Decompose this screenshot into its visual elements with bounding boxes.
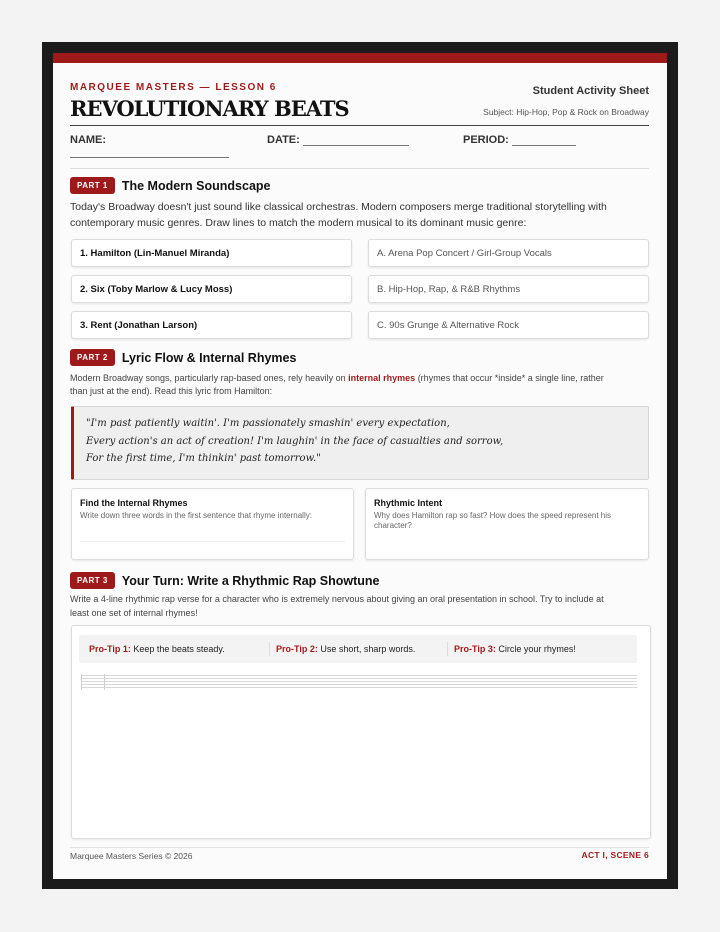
part3-title: Your Turn: Write a Rhythmic Rap Showtune [121, 573, 380, 588]
part3-intro-line1: Write a 4-line rhythmic rap verse for a character who is extremely nervous about giving an oral presentation in school. Try to include at [70, 594, 604, 604]
part1-title: The Modern Soundscape [121, 178, 271, 193]
part2-heading [70, 349, 296, 366]
footer-rule [70, 847, 649, 848]
header-rule [70, 125, 649, 126]
card-prompt: Write down three words in the first sentence that rhyme internally: [80, 511, 312, 520]
internal-rhymes-card[interactable] [71, 488, 354, 560]
date-field[interactable] [267, 134, 409, 146]
lesson-kicker: MARQUEE MASTERS — LESSON 6 [70, 82, 277, 93]
date-label: DATE: [267, 134, 300, 146]
rhythmic-intent-card[interactable] [365, 488, 649, 560]
part1-badge: PART 1 [70, 177, 115, 194]
pro-tip-2 [276, 644, 415, 654]
card-prompt: Why does Hamilton rap so fast? How does the speed represent his character? [374, 511, 612, 530]
part2-intro-line2: than just at the end). Read this lyric from Hamilton: [70, 386, 273, 396]
hamilton-lyric-quote [71, 406, 649, 480]
quote-line: "I'm past patiently waitin'. I'm passionately smashin' every expectation, [86, 418, 450, 429]
part2-intro-before: Modern Broadway songs, particularly rap-based ones, rely heavily on [70, 373, 349, 383]
name-blank[interactable] [70, 157, 229, 158]
accent-bar [53, 53, 667, 63]
part2-intro-after: (rhymes that occur *inside* a single line, rather [415, 373, 604, 383]
tip-divider [447, 642, 448, 656]
part1-intro-line1: Today's Broadway doesn't just sound like classical orchestras. Modern composers merge traditional storytelling with [70, 201, 607, 213]
activity-sheet [53, 53, 667, 879]
name-field[interactable] [70, 134, 106, 146]
date-blank[interactable] [303, 134, 409, 146]
part2-title: Lyric Flow & Internal Rhymes [121, 350, 297, 365]
tip-divider [269, 642, 270, 656]
answer-line[interactable] [80, 541, 345, 542]
part2-intro [70, 372, 640, 398]
part1-intro-line2: contemporary music genres. Draw lines to match the modern musical to its dominant music genre: [70, 217, 527, 229]
pro-tip-1 [89, 644, 225, 654]
pro-tip-label: Pro-Tip 3: [454, 644, 496, 654]
pro-tip-label: Pro-Tip 1: [89, 644, 131, 654]
part1-intro [70, 199, 630, 231]
subject-line: Subject: Hip-Hop, Pop & Rock on Broadway [483, 107, 649, 117]
pro-tip-text: Circle your rhymes! [498, 644, 576, 654]
part3-intro-line2: least one set of internal rhymes! [70, 608, 198, 618]
part1-heading [70, 177, 271, 194]
part3-intro [70, 592, 645, 620]
genre-a[interactable]: A. Arena Pop Concert / Girl-Group Vocals [368, 239, 649, 267]
music-staff [81, 675, 637, 689]
period-field[interactable] [463, 134, 576, 146]
quote-line: Every action's an act of creation! I'm laughin' in the face of casualties and sorrow, [86, 436, 504, 447]
internal-rhymes-highlight: internal rhymes [348, 373, 416, 383]
part3-heading [70, 572, 380, 589]
pro-tip-label: Pro-Tip 2: [276, 644, 318, 654]
pro-tip-text: Use short, sharp words. [320, 644, 416, 654]
musical-rent[interactable]: 3. Rent (Jonathan Larson) [71, 311, 352, 339]
footer-copyright: Marquee Masters Series © 2026 [70, 851, 193, 861]
period-label: PERIOD: [463, 134, 509, 146]
part2-badge: PART 2 [70, 349, 115, 366]
pro-tips-bar [79, 635, 637, 663]
genre-c[interactable]: C. 90s Grunge & Alternative Rock [368, 311, 649, 339]
fields-divider [70, 168, 649, 169]
quote-line: For the first time, I'm thinkin' past tomorrow." [86, 453, 321, 464]
pro-tip-text: Keep the beats steady. [133, 644, 225, 654]
name-label: NAME: [70, 134, 107, 146]
period-blank[interactable] [512, 134, 576, 146]
pro-tip-3 [454, 644, 576, 654]
page-title: REVOLUTIONARY BEATS [70, 96, 349, 121]
musical-hamilton[interactable]: 1. Hamilton (Lin-Manuel Miranda) [71, 239, 352, 267]
card-title: Find the Internal Rhymes [80, 498, 188, 508]
part3-badge: PART 3 [70, 572, 115, 589]
card-title: Rhythmic Intent [374, 498, 443, 508]
staff-clef-icon [81, 674, 105, 690]
musical-six[interactable]: 2. Six (Toby Marlow & Lucy Moss) [71, 275, 352, 303]
footer-scene: ACT I, SCENE 6 [581, 850, 649, 860]
sheet-label: Student Activity Sheet [532, 85, 649, 97]
genre-b[interactable]: B. Hip-Hop, Rap, & R&B Rhythms [368, 275, 649, 303]
